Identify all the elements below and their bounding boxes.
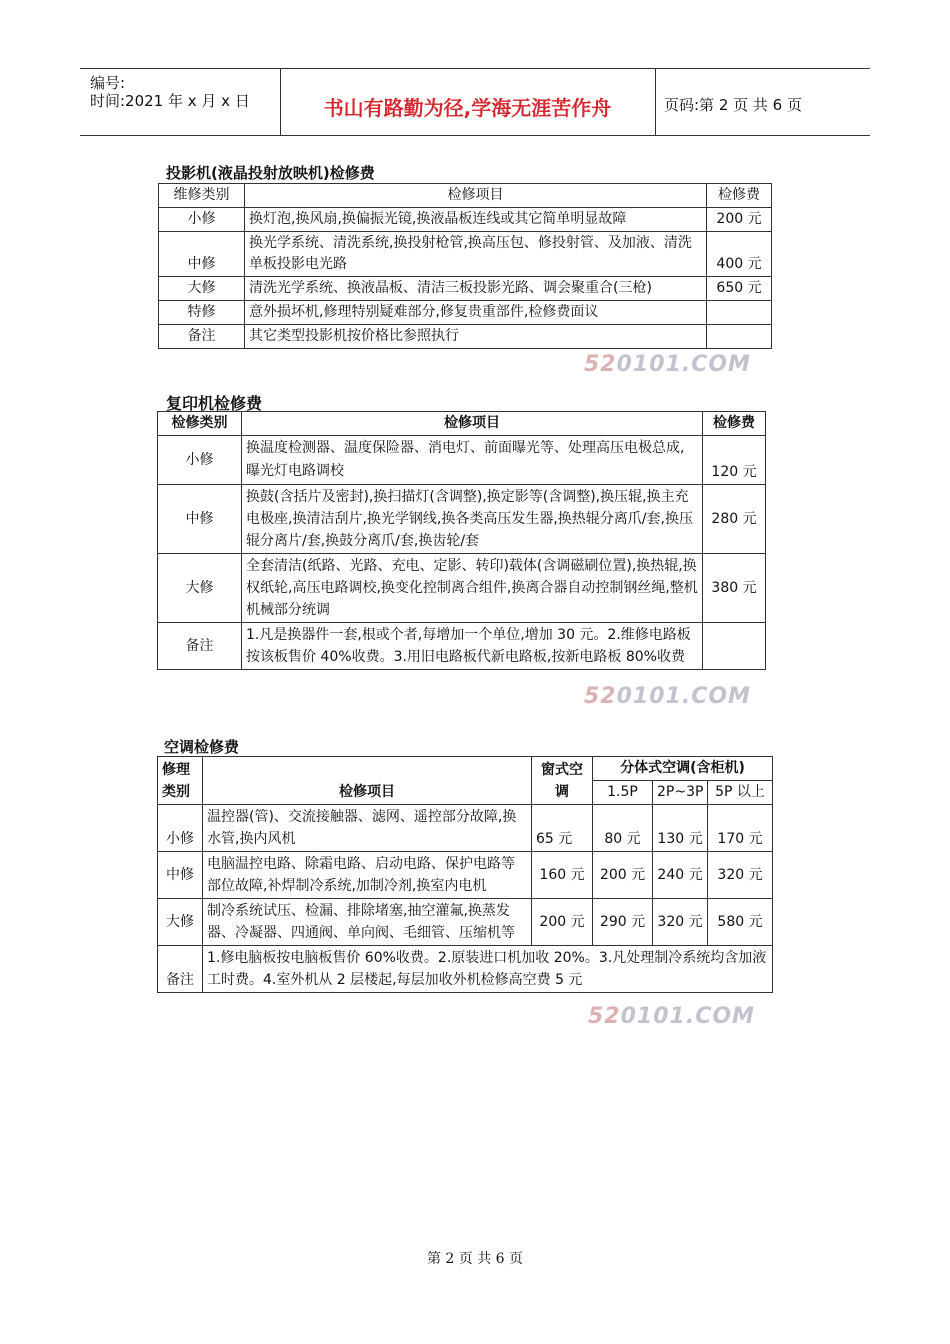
repair-items: 温控器(管)、交流接触器、滤网、遥控部分故障,换水管,换内风机 bbox=[203, 805, 532, 852]
table-row bbox=[159, 208, 772, 232]
header-cell-size: 1.5P bbox=[593, 781, 653, 805]
table-row bbox=[159, 232, 772, 277]
repair-type: 特修 bbox=[159, 301, 245, 325]
repair-type: 中修 bbox=[158, 485, 242, 554]
repair-items: 1.凡是换器件一套,根或个者,每增加一个单位,增加 30 元。2.维修电路板按该板售价 40%收费。3.用旧电路板代新电路板,按新电路板 80%收费 bbox=[242, 623, 703, 670]
aircon-fee-table bbox=[157, 756, 773, 993]
page-footer: 第 2 页 共 6 页 bbox=[426, 1251, 524, 1267]
header-cell-items: 检修项目 bbox=[242, 412, 703, 436]
fee-split-5p: 580 元 bbox=[708, 899, 773, 946]
header-cell-size: 5P 以上 bbox=[708, 781, 773, 805]
repair-type: 中修 bbox=[158, 852, 203, 899]
repair-items: 换鼓(含括片及密封),换扫描灯(含调整),换定影等(含调整),换压辊,换主充电极座,换清洁刮片,换光学钢线,换各类高压发生器,换热辊分离爪/套,换压辊分离片/套,换鼓分离爪/套,换齿轮/套 bbox=[242, 485, 703, 554]
repair-items: 换光学系统、清洗系统,换投射枪管,换高压包、修投射管、及加液、清洗单板投影电光路 bbox=[245, 232, 707, 277]
header-cell-fee: 检修费 bbox=[703, 412, 766, 436]
header-cell-fee: 检修费 bbox=[707, 184, 772, 208]
repair-fee: 400 元 bbox=[707, 232, 772, 277]
repair-type: 小修 bbox=[159, 208, 245, 232]
repair-items: 电脑温控电路、除霜电路、启动电路、保护电路等部位故障,补焊制冷系统,加制冷剂,换室内电机 bbox=[203, 852, 532, 899]
fee-split-1-5p: 200 元 bbox=[593, 852, 653, 899]
fee-split-1-5p: 290 元 bbox=[593, 899, 653, 946]
fee-split-2-3p: 240 元 bbox=[653, 852, 708, 899]
projector-section-title: 投影机(液晶投射放映机)检修费 bbox=[166, 164, 375, 182]
repair-type: 大修 bbox=[158, 899, 203, 946]
repair-fee: 650 元 bbox=[707, 277, 772, 301]
header-bottom-rule bbox=[80, 135, 870, 136]
table-row bbox=[158, 436, 766, 485]
repair-fee: 380 元 bbox=[703, 554, 766, 623]
copier-fee-table bbox=[157, 411, 766, 670]
fee-split-1-5p: 80 元 bbox=[593, 805, 653, 852]
table-row bbox=[158, 805, 773, 852]
repair-type: 小修 bbox=[158, 805, 203, 852]
fee-split-5p: 170 元 bbox=[708, 805, 773, 852]
header-cell-split: 分体式空调(含柜机) bbox=[593, 757, 773, 781]
header-cell-items: 检修项目 bbox=[203, 757, 532, 805]
header-divider-right bbox=[655, 68, 656, 135]
repair-items: 全套清洁(纸路、光路、充电、定影、转印)载体(含调磁刷位置),换热辊,换权纸轮,高压电路调校,换变化控制离合组件,换离合器自动控制钢丝绳,整机机械部分统调 bbox=[242, 554, 703, 623]
table-row bbox=[158, 899, 773, 946]
copier-section-title: 复印机检修费 bbox=[166, 394, 263, 413]
repair-type: 备注 bbox=[159, 325, 245, 349]
fee-window: 65 元 bbox=[532, 805, 593, 852]
header-cell-size: 2P~3P bbox=[653, 781, 708, 805]
repair-fee: 200 元 bbox=[707, 208, 772, 232]
repair-fee: 280 元 bbox=[703, 485, 766, 554]
header-cell-items: 检修项目 bbox=[245, 184, 707, 208]
repair-fee bbox=[707, 325, 772, 349]
repair-items: 换温度检测器、温度保险器、消电灯、前面曝光等、处理高压电极总成,曝光灯电路调校 bbox=[242, 436, 703, 485]
fee-split-2-3p: 320 元 bbox=[653, 899, 708, 946]
table-row bbox=[159, 277, 772, 301]
repair-type: 大修 bbox=[158, 554, 242, 623]
header-cell-type: 修理类别 bbox=[158, 757, 203, 805]
table-row bbox=[158, 623, 766, 670]
header-top-rule bbox=[80, 68, 870, 69]
repair-type: 大修 bbox=[159, 277, 245, 301]
header-cell-type: 维修类别 bbox=[159, 184, 245, 208]
header-cell-window: 窗式空调 bbox=[532, 757, 593, 805]
repair-items: 意外损坏机,修理特别疑难部分,修复贵重部件,检修费面议 bbox=[245, 301, 707, 325]
watermark-logo: 520101.COM bbox=[588, 1004, 755, 1029]
repair-fee: 120 元 bbox=[703, 436, 766, 485]
fee-window: 160 元 bbox=[532, 852, 593, 899]
table-row bbox=[158, 485, 766, 554]
repair-type: 中修 bbox=[159, 232, 245, 277]
fee-split-5p: 320 元 bbox=[708, 852, 773, 899]
repair-fee bbox=[707, 301, 772, 325]
repair-type: 小修 bbox=[158, 436, 242, 485]
table-row bbox=[158, 946, 773, 993]
header-page-info: 页码:第 2 页 共 6 页 bbox=[664, 96, 802, 114]
projector-fee-table bbox=[158, 183, 772, 349]
watermark-logo: 520101.COM bbox=[584, 352, 751, 377]
table-row bbox=[158, 554, 766, 623]
repair-type: 备注 bbox=[158, 946, 203, 993]
header-number-label: 编号: bbox=[90, 74, 126, 92]
repair-items: 其它类型投影机按价格比参照执行 bbox=[245, 325, 707, 349]
fee-window: 200 元 bbox=[532, 899, 593, 946]
repair-fee bbox=[703, 623, 766, 670]
repair-items: 清洗光学系统、换液晶板、清洁三板投影光路、调会聚重合(三枪) bbox=[245, 277, 707, 301]
repair-type: 备注 bbox=[158, 623, 242, 670]
fee-split-2-3p: 130 元 bbox=[653, 805, 708, 852]
aircon-section-title: 空调检修费 bbox=[164, 738, 240, 756]
table-header-row bbox=[158, 412, 766, 436]
watermark-logo: 520101.COM bbox=[584, 684, 751, 709]
table-row bbox=[159, 325, 772, 349]
header-time-label: 时间:2021 年 x 月 x 日 bbox=[90, 92, 250, 110]
table-row bbox=[159, 301, 772, 325]
repair-items: 制冷系统试压、检漏、排除堵塞,抽空灌氟,换蒸发器、冷凝器、四通阀、单向阀、毛细管、压缩机等 bbox=[203, 899, 532, 946]
repair-note: 1.修电脑板按电脑板售价 60%收费。2.原装进口机加收 20%。3.凡处理制冷系统均含加液工时费。4.室外机从 2 层楼起,每层加收外机检修高空费 5 元 bbox=[203, 946, 773, 993]
header-cell-type: 检修类别 bbox=[158, 412, 242, 436]
table-header-row bbox=[159, 184, 772, 208]
header-motto: 书山有路勤为径,学海无涯苦作舟 bbox=[323, 96, 612, 120]
table-row bbox=[158, 852, 773, 899]
repair-items: 换灯泡,换风扇,换偏振光镜,换液晶板连线或其它简单明显故障 bbox=[245, 208, 707, 232]
table-header-row bbox=[158, 757, 773, 781]
